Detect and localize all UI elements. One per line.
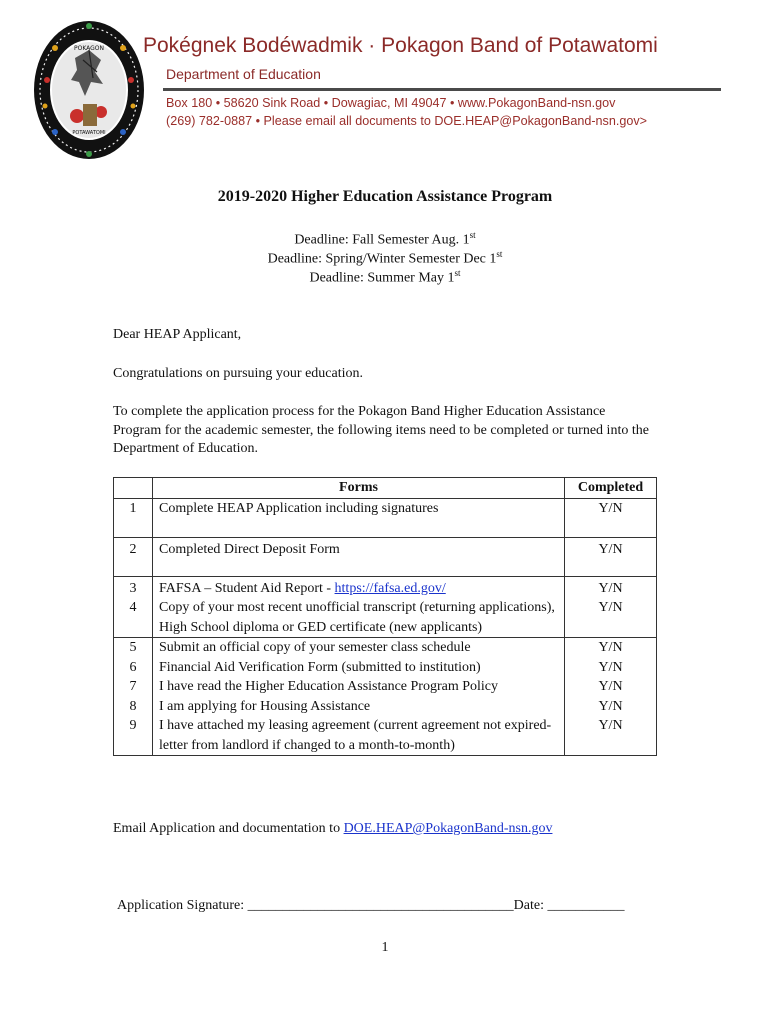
row-number: 1 <box>114 498 153 537</box>
row-completed: Y/N <box>565 498 657 537</box>
greeting: Dear HEAP Applicant, <box>113 327 242 342</box>
row-number: 3 4 <box>114 576 153 638</box>
department-name: Department of Education <box>166 66 321 82</box>
signature-line <box>117 898 624 914</box>
row-text: Completed Direct Deposit Form <box>153 537 565 576</box>
address-line: Box 180 • 58620 Sink Road • Dowagiac, MI 49047 • www.PokagonBand-nsn.gov <box>166 96 616 110</box>
date-field[interactable]: ___________ <box>547 898 625 913</box>
deadline-fall: Deadline: Fall Semester Aug. 1st <box>294 230 476 248</box>
email-instruction: Email Application and documentation to DOE.HEAP@PokagonBand-nsn.gov <box>113 821 553 836</box>
deadline-summer: Deadline: Summer May 1st <box>309 268 461 286</box>
row-text: Complete HEAP Application including signatures <box>153 498 565 537</box>
forms-checklist-table <box>113 477 657 756</box>
tribal-seal-logo <box>33 20 145 160</box>
table-header-row <box>114 478 657 499</box>
row-completed: Y/N Y/N <box>565 576 657 638</box>
intro-paragraph: To complete the application process for the Pokagon Band Higher Education Assistance Program for the academic semester, the following items need to be completed or turned into the Department of Education. <box>113 404 649 456</box>
svg-text:POTAWATOMI: POTAWATOMI <box>72 130 106 136</box>
page-number: 1 <box>381 940 389 955</box>
page-heading: 2019-2020 Higher Education Assistance Program <box>217 188 553 205</box>
fafsa-link[interactable]: https://fafsa.ed.gov/ <box>334 580 446 596</box>
row-text: Submit an official copy of your semester class schedule Financial Aid Verification Form (submitted to institution) I have read the Higher Education Assistance Program Policy I am applying for Housing Assistance I have attached my leasing agreement (current agreement not expired-letter from landlord if changed to a month-to-month) <box>153 638 565 756</box>
table-row <box>114 576 657 638</box>
table-row <box>114 498 657 537</box>
email-link[interactable]: DOE.HEAP@PokagonBand-nsn.gov <box>343 821 553 836</box>
contact-line: (269) 782-0887 • Please email all documents to DOE.HEAP@PokagonBand-nsn.gov> <box>166 114 647 128</box>
table-row <box>114 537 657 576</box>
signature-field[interactable]: ______________________________________ <box>247 898 514 913</box>
header-forms: Forms <box>153 478 565 499</box>
row-completed: Y/N <box>565 537 657 576</box>
row-completed: Y/N Y/N Y/N Y/N Y/N <box>565 638 657 756</box>
row-number: 2 <box>114 537 153 576</box>
header-number <box>114 478 153 499</box>
header-completed: Completed <box>565 478 657 499</box>
congratulations-text: Congratulations on pursuing your education. <box>113 366 364 381</box>
signature-label: Application Signature: <box>117 898 248 913</box>
table-row <box>114 638 657 756</box>
row-text: FAFSA – Student Aid Report - https://fafsa.ed.gov/ Copy of your most recent unofficial transcript (returning applications), High School diploma or GED certificate (new applicants) <box>153 576 565 638</box>
org-name-title: Pokégnek Bodéwadmik · Pokagon Band of Potawatomi <box>143 34 658 57</box>
date-label: Date: <box>513 898 548 913</box>
svg-text:POKAGON: POKAGON <box>73 45 105 52</box>
row-number: 5 6 7 8 9 <box>114 638 153 756</box>
deadline-spring: Deadline: Spring/Winter Semester Dec 1st <box>267 249 503 267</box>
header-divider <box>163 88 721 91</box>
